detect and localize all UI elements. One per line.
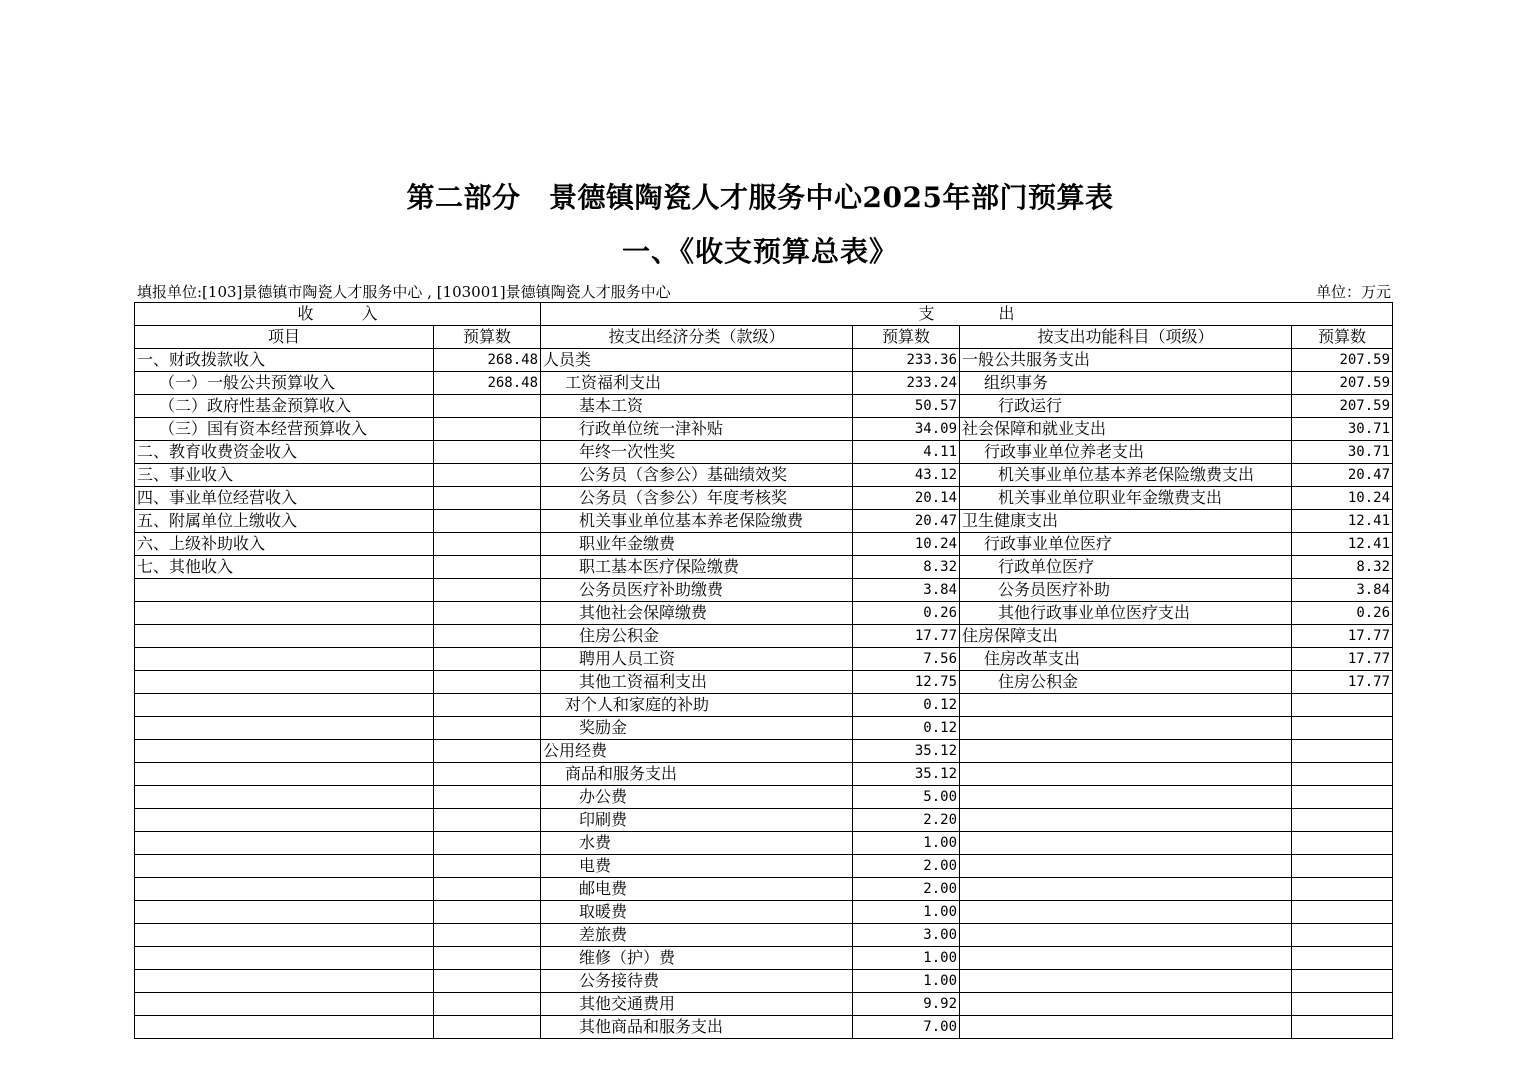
econ-budget-cell: 35.12	[853, 740, 960, 763]
table-row	[135, 1016, 1393, 1039]
income-item-cell	[135, 763, 434, 786]
income-budget-cell	[434, 556, 541, 579]
econ-budget-cell: 20.47	[853, 510, 960, 533]
income-item-cell: （三）国有资本经营预算收入	[135, 418, 434, 441]
func-item-cell	[960, 970, 1292, 993]
income-budget-cell	[434, 625, 541, 648]
econ-budget-cell: 1.00	[853, 970, 960, 993]
func-budget-cell	[1292, 993, 1393, 1016]
col-item-header: 项目	[135, 326, 434, 349]
income-budget-cell	[434, 395, 541, 418]
func-budget-cell: 8.32	[1292, 556, 1393, 579]
func-item-cell: 住房改革支出	[960, 648, 1292, 671]
econ-budget-cell: 0.12	[853, 694, 960, 717]
econ-budget-cell: 1.00	[853, 947, 960, 970]
func-budget-cell: 10.24	[1292, 487, 1393, 510]
func-budget-cell: 30.71	[1292, 418, 1393, 441]
income-budget-cell	[434, 510, 541, 533]
func-item-cell: 组织事务	[960, 372, 1292, 395]
func-item-cell	[960, 993, 1292, 1016]
table-row	[135, 579, 1393, 602]
econ-item-cell: 职工基本医疗保险缴费	[541, 556, 853, 579]
econ-item-cell: 行政单位统一津补贴	[541, 418, 853, 441]
income-item-cell	[135, 924, 434, 947]
econ-item-cell: 邮电费	[541, 878, 853, 901]
func-budget-cell	[1292, 694, 1393, 717]
table-row	[135, 947, 1393, 970]
func-item-cell: 机关事业单位基本养老保险缴费支出	[960, 464, 1292, 487]
econ-item-cell: 其他社会保障缴费	[541, 602, 853, 625]
income-item-cell	[135, 993, 434, 1016]
table-row	[135, 441, 1393, 464]
table-row	[135, 878, 1393, 901]
income-item-cell	[135, 878, 434, 901]
func-item-cell	[960, 763, 1292, 786]
table-row	[135, 694, 1393, 717]
econ-budget-cell: 7.00	[853, 1016, 960, 1039]
econ-budget-cell: 4.11	[853, 441, 960, 464]
budget-summary-table	[134, 302, 1393, 1039]
func-budget-cell	[1292, 809, 1393, 832]
income-item-cell: 四、事业单位经营收入	[135, 487, 434, 510]
income-budget-cell: 268.48	[434, 349, 541, 372]
func-item-cell: 卫生健康支出	[960, 510, 1292, 533]
income-budget-cell	[434, 464, 541, 487]
func-budget-cell: 207.59	[1292, 395, 1393, 418]
reporting-unit: 填报单位:[103]景德镇市陶瓷人才服务中心 , [103001]景德镇陶瓷人才服务中心	[137, 283, 671, 301]
income-budget-cell	[434, 418, 541, 441]
func-budget-cell: 17.77	[1292, 671, 1393, 694]
econ-item-cell: 基本工资	[541, 395, 853, 418]
func-item-cell	[960, 694, 1292, 717]
income-budget-cell	[434, 602, 541, 625]
econ-budget-cell: 3.84	[853, 579, 960, 602]
income-item-cell	[135, 648, 434, 671]
econ-budget-cell: 1.00	[853, 901, 960, 924]
income-item-cell: 一、财政拨款收入	[135, 349, 434, 372]
econ-item-cell: 对个人和家庭的补助	[541, 694, 853, 717]
func-budget-cell: 207.59	[1292, 372, 1393, 395]
func-item-cell	[960, 855, 1292, 878]
func-budget-cell: 3.84	[1292, 579, 1393, 602]
income-budget-cell	[434, 993, 541, 1016]
econ-item-cell: 奖励金	[541, 717, 853, 740]
econ-item-cell: 机关事业单位基本养老保险缴费	[541, 510, 853, 533]
econ-budget-cell: 3.00	[853, 924, 960, 947]
income-budget-cell	[434, 717, 541, 740]
econ-budget-cell: 35.12	[853, 763, 960, 786]
econ-budget-cell: 8.32	[853, 556, 960, 579]
econ-budget-cell: 34.09	[853, 418, 960, 441]
col-budget-header: 预算数	[853, 326, 960, 349]
func-budget-cell	[1292, 786, 1393, 809]
income-budget-cell	[434, 648, 541, 671]
func-item-cell: 公务员医疗补助	[960, 579, 1292, 602]
econ-item-cell: 公用经费	[541, 740, 853, 763]
func-item-cell: 社会保障和就业支出	[960, 418, 1292, 441]
table-row	[135, 510, 1393, 533]
func-budget-cell	[1292, 855, 1393, 878]
income-budget-cell	[434, 487, 541, 510]
econ-item-cell: 办公费	[541, 786, 853, 809]
econ-item-cell: 职业年金缴费	[541, 533, 853, 556]
func-item-cell: 机关事业单位职业年金缴费支出	[960, 487, 1292, 510]
table-row	[135, 717, 1393, 740]
econ-budget-cell: 233.24	[853, 372, 960, 395]
income-item-cell	[135, 832, 434, 855]
income-item-cell	[135, 809, 434, 832]
income-item-cell	[135, 786, 434, 809]
econ-item-cell: 水费	[541, 832, 853, 855]
func-item-cell: 行政单位医疗	[960, 556, 1292, 579]
table-row	[135, 372, 1393, 395]
income-item-cell	[135, 947, 434, 970]
func-budget-cell: 0.26	[1292, 602, 1393, 625]
econ-item-cell: 取暖费	[541, 901, 853, 924]
table-row	[135, 464, 1393, 487]
econ-item-cell: 聘用人员工资	[541, 648, 853, 671]
table-row	[135, 533, 1393, 556]
table-row	[135, 487, 1393, 510]
func-item-cell: 其他行政事业单位医疗支出	[960, 602, 1292, 625]
table-row	[135, 832, 1393, 855]
func-budget-cell	[1292, 763, 1393, 786]
econ-item-cell: 公务接待费	[541, 970, 853, 993]
income-budget-cell	[434, 694, 541, 717]
income-budget-cell	[434, 809, 541, 832]
table-row	[135, 648, 1393, 671]
econ-item-cell: 住房公积金	[541, 625, 853, 648]
func-item-cell	[960, 901, 1292, 924]
table-row	[135, 809, 1393, 832]
econ-budget-cell: 2.00	[853, 855, 960, 878]
income-budget-cell	[434, 763, 541, 786]
econ-budget-cell: 233.36	[853, 349, 960, 372]
table-row	[135, 556, 1393, 579]
income-item-cell	[135, 855, 434, 878]
func-budget-cell	[1292, 970, 1393, 993]
func-item-cell	[960, 786, 1292, 809]
func-budget-cell: 17.77	[1292, 648, 1393, 671]
func-item-cell: 住房保障支出	[960, 625, 1292, 648]
func-budget-cell	[1292, 717, 1393, 740]
func-budget-cell: 12.41	[1292, 533, 1393, 556]
func-budget-cell	[1292, 740, 1393, 763]
table-row	[135, 970, 1393, 993]
econ-item-cell: 公务员（含参公）年度考核奖	[541, 487, 853, 510]
table-row	[135, 418, 1393, 441]
table-row	[135, 786, 1393, 809]
econ-item-cell: 工资福利支出	[541, 372, 853, 395]
income-budget-cell	[434, 947, 541, 970]
econ-budget-cell: 9.92	[853, 993, 960, 1016]
income-item-cell	[135, 717, 434, 740]
income-item-cell: 五、附属单位上缴收入	[135, 510, 434, 533]
table-row	[135, 349, 1393, 372]
func-item-cell: 一般公共服务支出	[960, 349, 1292, 372]
econ-item-cell: 电费	[541, 855, 853, 878]
income-budget-cell	[434, 1016, 541, 1039]
econ-item-cell: 其他交通费用	[541, 993, 853, 1016]
func-item-cell: 行政事业单位养老支出	[960, 441, 1292, 464]
econ-budget-cell: 43.12	[853, 464, 960, 487]
func-budget-cell: 207.59	[1292, 349, 1393, 372]
econ-item-cell: 人员类	[541, 349, 853, 372]
func-budget-cell	[1292, 1016, 1393, 1039]
income-item-cell	[135, 1016, 434, 1039]
income-budget-cell	[434, 740, 541, 763]
econ-item-cell: 印刷费	[541, 809, 853, 832]
func-item-cell: 住房公积金	[960, 671, 1292, 694]
income-budget-cell: 268.48	[434, 372, 541, 395]
func-budget-cell: 20.47	[1292, 464, 1393, 487]
income-item-cell: 七、其他收入	[135, 556, 434, 579]
econ-item-cell: 其他商品和服务支出	[541, 1016, 853, 1039]
func-item-cell	[960, 717, 1292, 740]
income-budget-cell	[434, 533, 541, 556]
table-row	[135, 602, 1393, 625]
table-row	[135, 395, 1393, 418]
func-item-cell	[960, 947, 1292, 970]
econ-item-cell: 年终一次性奖	[541, 441, 853, 464]
income-budget-cell	[434, 855, 541, 878]
income-item-cell	[135, 901, 434, 924]
func-item-cell	[960, 832, 1292, 855]
col-func-header: 按支出功能科目（项级）	[960, 326, 1292, 349]
income-item-cell	[135, 694, 434, 717]
econ-budget-cell: 5.00	[853, 786, 960, 809]
func-budget-cell	[1292, 878, 1393, 901]
econ-budget-cell: 17.77	[853, 625, 960, 648]
col-econ-header: 按支出经济分类（款级）	[541, 326, 853, 349]
income-item-cell: 三、事业收入	[135, 464, 434, 487]
econ-budget-cell: 2.00	[853, 878, 960, 901]
func-item-cell	[960, 740, 1292, 763]
func-budget-cell	[1292, 901, 1393, 924]
econ-item-cell: 差旅费	[541, 924, 853, 947]
econ-budget-cell: 0.12	[853, 717, 960, 740]
func-budget-cell: 30.71	[1292, 441, 1393, 464]
income-item-cell	[135, 579, 434, 602]
col-budget-header: 预算数	[434, 326, 541, 349]
econ-item-cell: 公务员医疗补助缴费	[541, 579, 853, 602]
income-budget-cell	[434, 671, 541, 694]
header-row-columns	[135, 326, 1393, 349]
econ-budget-cell: 10.24	[853, 533, 960, 556]
func-budget-cell	[1292, 832, 1393, 855]
func-item-cell	[960, 878, 1292, 901]
func-budget-cell: 17.77	[1292, 625, 1393, 648]
income-budget-cell	[434, 579, 541, 602]
income-item-cell	[135, 970, 434, 993]
income-item-cell: 二、教育收费资金收入	[135, 441, 434, 464]
func-item-cell	[960, 1016, 1292, 1039]
func-budget-cell: 12.41	[1292, 510, 1393, 533]
income-item-cell	[135, 740, 434, 763]
table-row	[135, 901, 1393, 924]
table-row	[135, 993, 1393, 1016]
income-budget-cell	[434, 441, 541, 464]
func-item-cell	[960, 809, 1292, 832]
table-row	[135, 740, 1393, 763]
func-item-cell	[960, 924, 1292, 947]
header-row-group	[135, 303, 1393, 326]
econ-item-cell: 其他工资福利支出	[541, 671, 853, 694]
table-row	[135, 671, 1393, 694]
income-budget-cell	[434, 832, 541, 855]
income-item-cell	[135, 625, 434, 648]
page-title: 第二部分 景德镇陶瓷人才服务中心2025年部门预算表	[406, 181, 1114, 214]
econ-item-cell: 维修（护）费	[541, 947, 853, 970]
income-item-cell	[135, 602, 434, 625]
func-budget-cell	[1292, 924, 1393, 947]
econ-budget-cell: 20.14	[853, 487, 960, 510]
func-item-cell: 行政运行	[960, 395, 1292, 418]
econ-item-cell: 公务员（含参公）基础绩效奖	[541, 464, 853, 487]
econ-budget-cell: 50.57	[853, 395, 960, 418]
table-row	[135, 625, 1393, 648]
econ-budget-cell: 0.26	[853, 602, 960, 625]
econ-budget-cell: 12.75	[853, 671, 960, 694]
income-item-cell: 六、上级补助收入	[135, 533, 434, 556]
income-item-cell: （二）政府性基金预算收入	[135, 395, 434, 418]
econ-budget-cell: 1.00	[853, 832, 960, 855]
table-row	[135, 855, 1393, 878]
unit-label: 单位：万元	[1315, 283, 1391, 301]
income-budget-cell	[434, 786, 541, 809]
table-row	[135, 763, 1393, 786]
econ-budget-cell: 7.56	[853, 648, 960, 671]
func-budget-cell	[1292, 947, 1393, 970]
income-budget-cell	[434, 878, 541, 901]
table-subtitle: 一、《收支预算总表》	[621, 235, 898, 268]
expense-header: 支 出	[541, 303, 1393, 326]
func-item-cell: 行政事业单位医疗	[960, 533, 1292, 556]
econ-budget-cell: 2.20	[853, 809, 960, 832]
income-budget-cell	[434, 901, 541, 924]
col-budget-header: 预算数	[1292, 326, 1393, 349]
table-row	[135, 924, 1393, 947]
income-header: 收 入	[135, 303, 541, 326]
econ-item-cell: 商品和服务支出	[541, 763, 853, 786]
income-item-cell	[135, 671, 434, 694]
income-budget-cell	[434, 924, 541, 947]
income-budget-cell	[434, 970, 541, 993]
income-item-cell: （一）一般公共预算收入	[135, 372, 434, 395]
